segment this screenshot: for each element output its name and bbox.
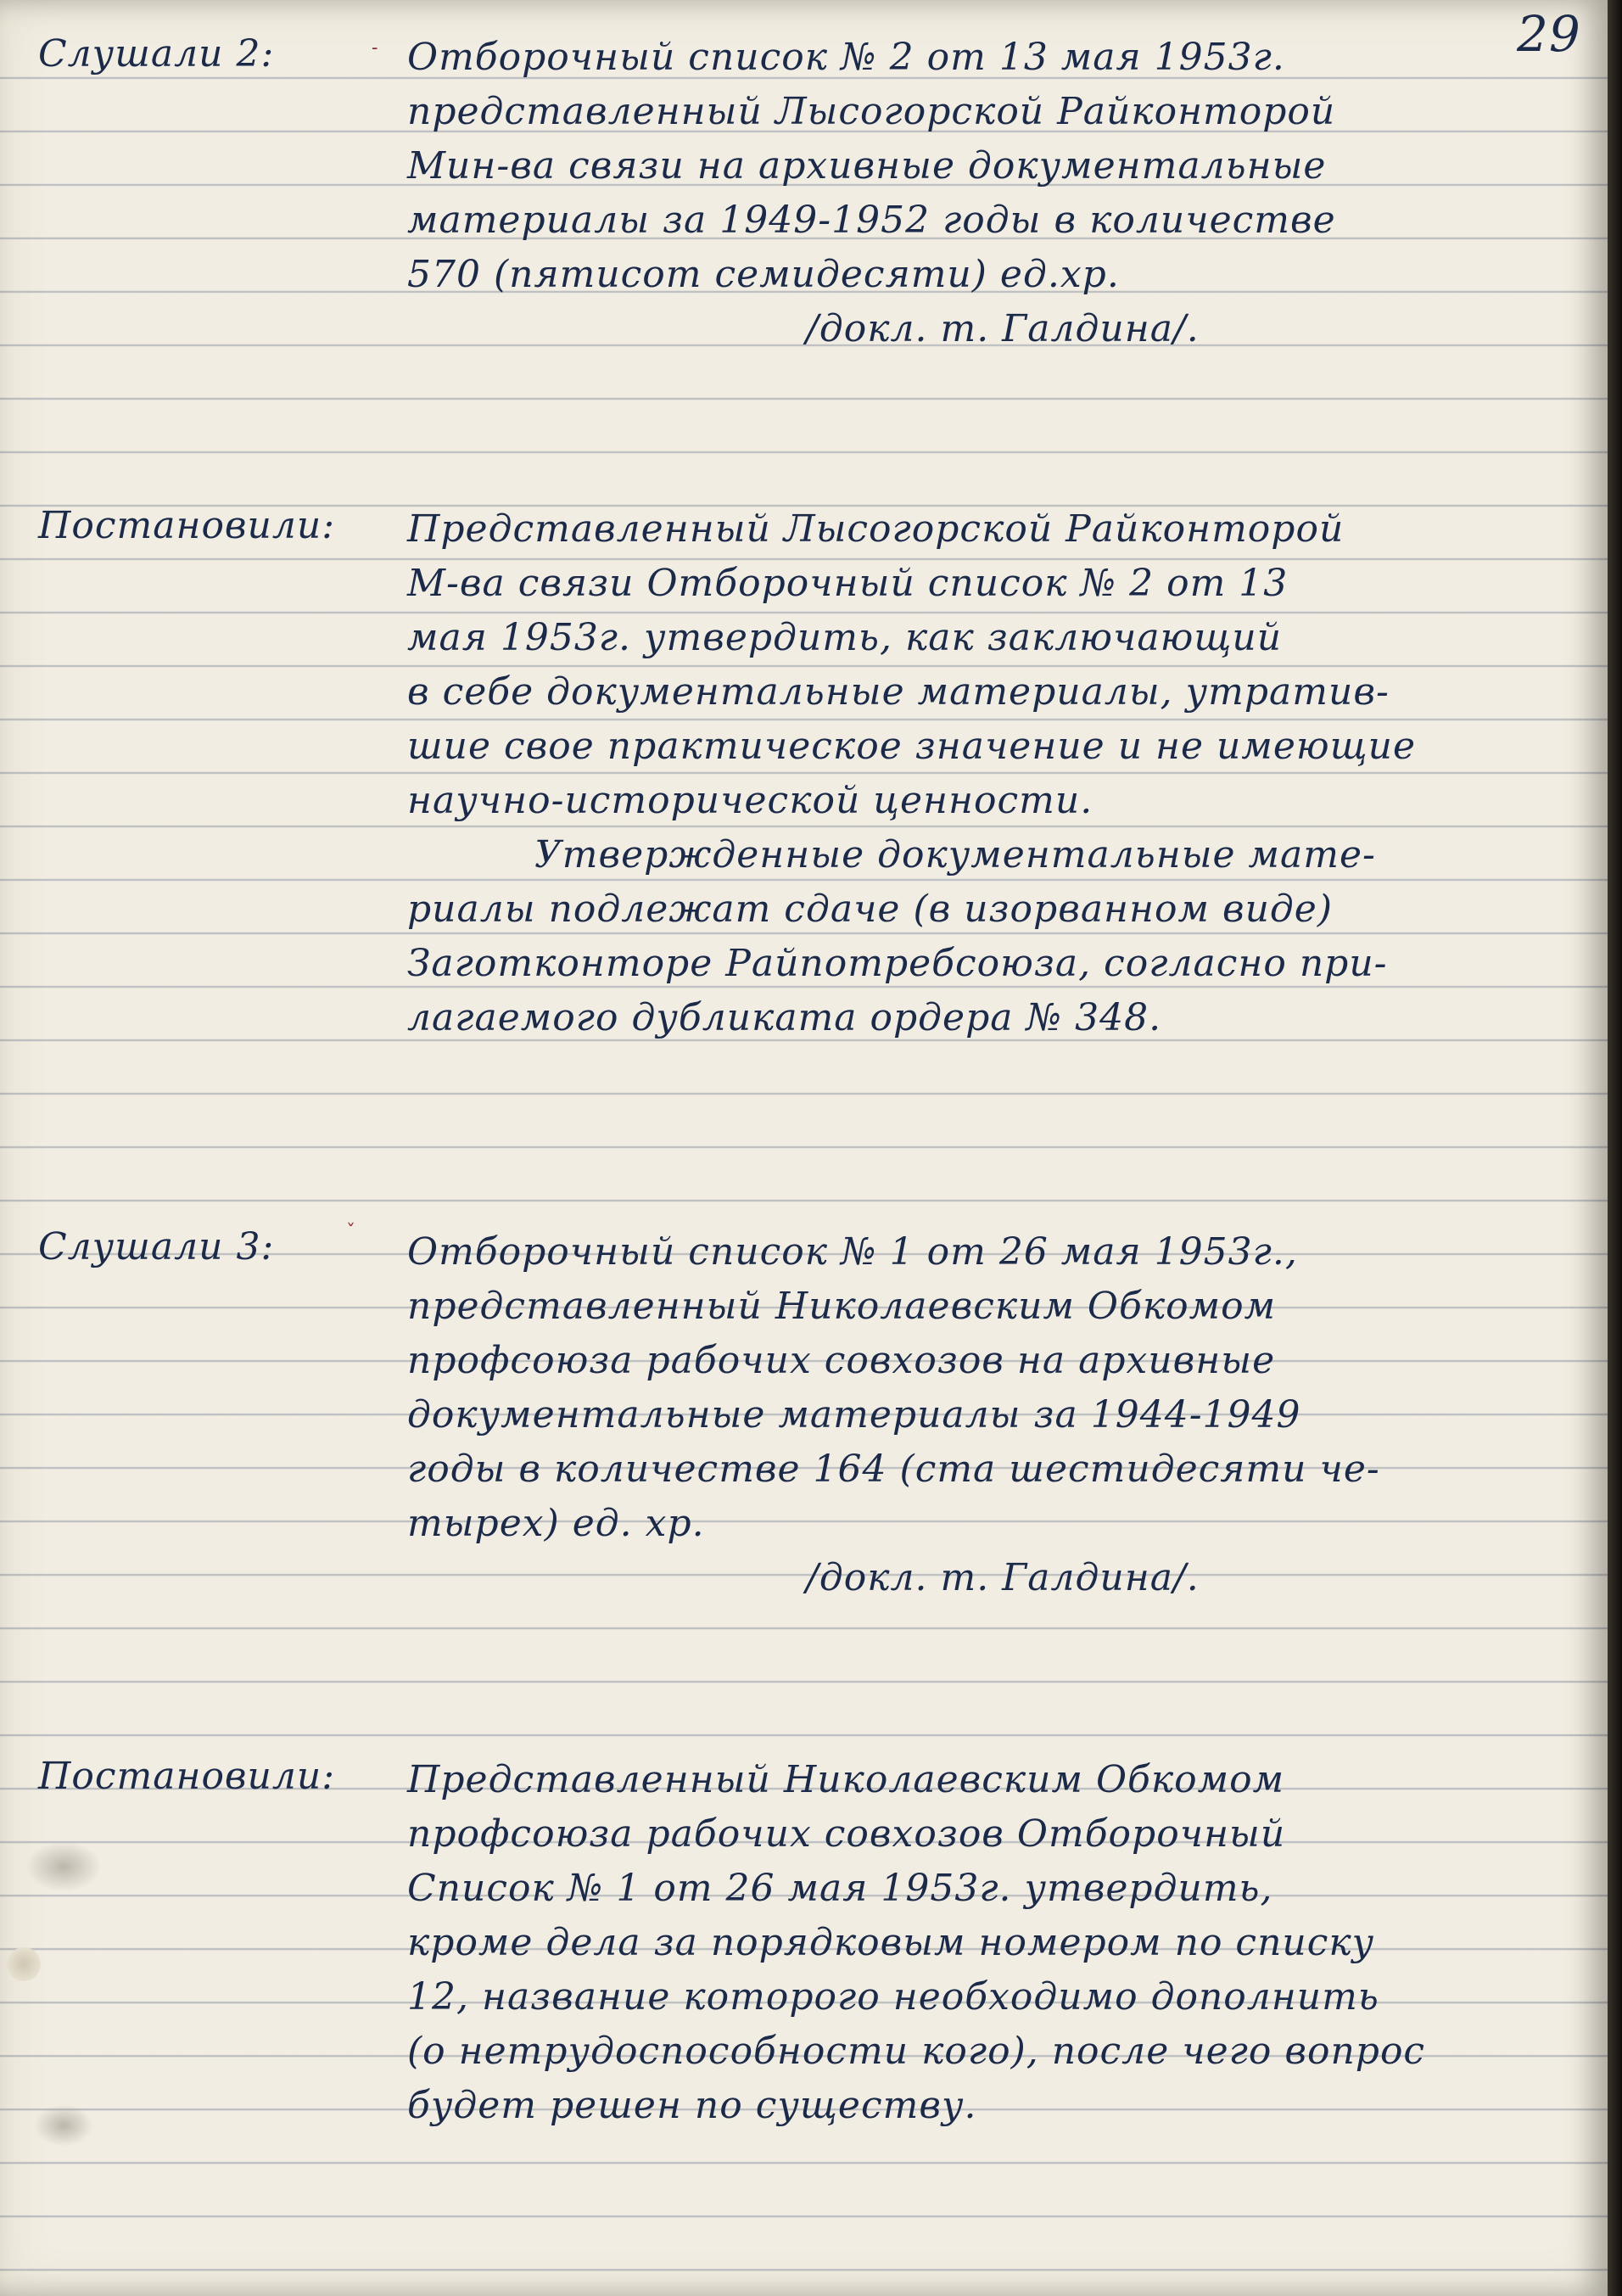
text-line: шие свое практическое значение и не имеющие: [407, 725, 1417, 768]
text-line: годы в количестве 164 (ста шестидесяти че-: [407, 1448, 1380, 1491]
text-line: документальные материалы за 1944-1949: [407, 1393, 1301, 1436]
section-resolved-3-text: [407, 1753, 1595, 2133]
paper-smudge: [34, 2104, 93, 2147]
text-line: Представленный Лысогорской Райконторой: [407, 507, 1345, 551]
text-line: риалы подлежат сдаче (в изорванном виде): [407, 888, 1334, 931]
text-line: М-ва связи Отборочный список № 2 от 13: [407, 562, 1289, 605]
section-label-resolved-3: Постановили:: [38, 1755, 336, 1798]
text-line: Список № 1 от 26 мая 1953г. утвердить,: [407, 1867, 1273, 1910]
text-line: Мин-ва связи на архивные документальные: [407, 144, 1327, 188]
page-edge: [1608, 0, 1622, 2296]
text-line: в себе документальные материалы, утратив-: [407, 670, 1390, 714]
text-line: (о нетрудоспособности кого), после чего вопрос: [407, 2030, 1426, 2073]
speaker-signature: /докл. т. Галдина/.: [806, 1556, 1200, 1599]
section-label-heard-2: Слушали 2:: [38, 32, 275, 76]
text-line: мая 1953г. утвердить, как заключающий: [407, 616, 1283, 659]
page-number: 29: [1517, 5, 1581, 63]
text-line: будет решен по существу.: [407, 2084, 977, 2127]
section-heard-2-text: [407, 31, 1595, 356]
section-label-heard-3: Слушали 3:: [38, 1225, 275, 1268]
text-line: Отборочный список № 1 от 26 мая 1953г.,: [407, 1230, 1298, 1274]
section-heard-3-text: [407, 1225, 1595, 1605]
text-line: Отборочный список № 2 от 13 мая 1953г.: [407, 36, 1285, 79]
text-line: материалы за 1949-1952 годы в количестве: [407, 199, 1336, 242]
text-line: 570 (пятисот семидесяти) ед.хр.: [407, 253, 1120, 296]
text-line: кроме дела за порядковым номером по списку: [407, 1921, 1375, 1964]
text-line: Заготконторе Райпотребсоюза, согласно при-: [407, 942, 1388, 985]
paper-smudge: [25, 1841, 102, 1892]
check-mark: ˇ: [346, 1222, 355, 1243]
text-line: 12, название которого необходимо дополнить: [407, 1975, 1379, 2019]
tick-mark: -: [372, 37, 378, 59]
text-line: тырех) ед. хр.: [407, 1502, 705, 1545]
text-line: Представленный Николаевским Обкомом: [407, 1758, 1285, 1801]
binding-hole: [7, 1947, 41, 1981]
section-label-resolved-2: Постановили:: [38, 504, 336, 547]
text-line: профсоюза рабочих совхозов Отборочный: [407, 1812, 1286, 1856]
text-line: Утвержденные документальные мате-: [534, 833, 1376, 876]
text-line: лагаемого дубликата ордера № 348.: [407, 996, 1162, 1039]
text-line: научно-исторической ценности.: [407, 779, 1093, 822]
text-line: представленный Николаевским Обкомом: [407, 1285, 1277, 1328]
speaker-signature: /докл. т. Галдина/.: [806, 307, 1200, 350]
section-resolved-2-text: [407, 502, 1595, 1045]
text-line: представленный Лысогорской Райконторой: [407, 90, 1336, 133]
text-line: профсоюза рабочих совхозов на архивные: [407, 1339, 1276, 1382]
